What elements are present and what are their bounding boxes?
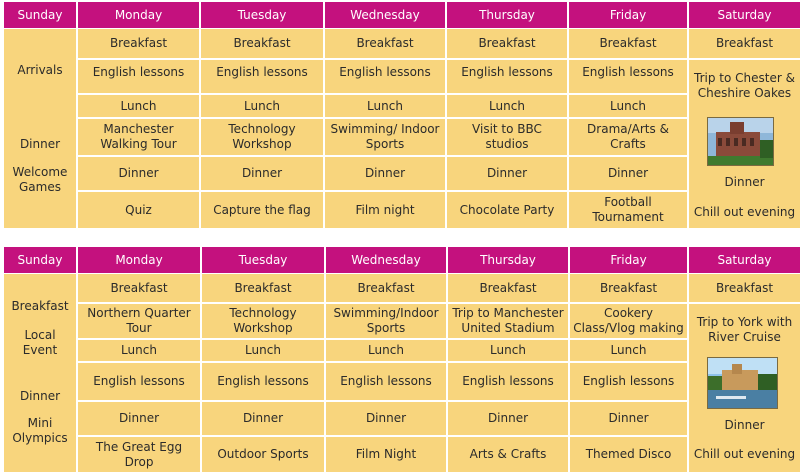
- week-2-header: [4, 247, 800, 273]
- header-thursday: Thursday: [447, 2, 567, 28]
- w1-mon-activity: Manchester Walking Tour: [100, 122, 177, 151]
- york-river-photo: [707, 357, 778, 409]
- w2-thu-breakfast: Breakfast: [479, 280, 537, 295]
- w2-tue-lunch: Lunch: [245, 343, 281, 357]
- w2-mon-english: English lessons: [93, 374, 185, 388]
- w2-mon-evening: The Great Egg Drop: [95, 439, 183, 469]
- week-2-schedule: [4, 247, 800, 472]
- w1-thu-english: English lessons: [461, 64, 553, 79]
- w2-sunday-local-event: Local Event: [22, 328, 58, 357]
- w1-thu-activity: Visit to BBC studios: [472, 122, 542, 151]
- w1-sat-breakfast: Breakfast: [715, 36, 774, 50]
- header-saturday: Saturday: [689, 247, 800, 273]
- chester-cathedral-photo: [707, 117, 774, 166]
- w2-sat-breakfast: Breakfast: [715, 280, 774, 295]
- w2-thu-dinner: Dinner: [487, 411, 529, 425]
- header-thursday: Thursday: [448, 247, 568, 273]
- w1-fri-breakfast: Breakfast: [599, 36, 657, 50]
- w1-tue-lunch: Lunch: [244, 98, 280, 113]
- w2-sat-trip: Trip to York with River Cruise: [696, 315, 793, 344]
- w2-thu-lunch: Lunch: [490, 343, 526, 357]
- w2-fri-breakfast: Breakfast: [599, 280, 658, 295]
- w2-sunday-mini-olympics: Mini Olympics: [12, 416, 68, 445]
- w2-tue-breakfast: Breakfast: [234, 280, 292, 295]
- w1-sunday-welcome-games: Welcome Games: [12, 165, 68, 194]
- w1-mon-evening: Quiz: [125, 202, 152, 217]
- w2-mon-dinner: Dinner: [118, 411, 160, 425]
- w2-sat-evening: Chill out evening: [693, 446, 796, 461]
- w1-thu-breakfast: Breakfast: [478, 36, 536, 50]
- w2-mon-breakfast: Breakfast: [110, 280, 168, 295]
- w2-mon-activity: Northern Quarter Tour: [87, 306, 191, 335]
- w1-tue-evening: Capture the flag: [213, 202, 311, 217]
- header-friday: Friday: [569, 2, 687, 28]
- w2-tue-dinner: Dinner: [242, 411, 284, 425]
- w2-wed-lunch: Lunch: [368, 343, 404, 357]
- w1-fri-activity: Drama/Arts & Crafts: [587, 122, 669, 151]
- w1-mon-english: English lessons: [92, 64, 185, 79]
- w2-sat-dinner: Dinner: [724, 417, 765, 432]
- w2-thu-english: English lessons: [462, 374, 554, 388]
- w1-thu-dinner: Dinner: [486, 166, 528, 180]
- week-1-schedule: [4, 2, 800, 228]
- w1-wed-dinner: Dinner: [364, 166, 406, 180]
- w2-wed-dinner: Dinner: [365, 411, 407, 425]
- w1-wed-lunch: Lunch: [367, 98, 403, 113]
- w2-fri-dinner: Dinner: [608, 411, 649, 425]
- w1-tue-breakfast: Breakfast: [233, 36, 291, 50]
- w1-wed-evening: Film night: [355, 202, 415, 217]
- w1-sunday-dinner: Dinner: [19, 137, 61, 151]
- w2-tue-evening: Outdoor Sports: [217, 447, 309, 461]
- w1-tue-english: English lessons: [216, 64, 308, 79]
- w2-wed-evening: Film Night: [355, 447, 417, 461]
- w2-fri-activity: Cookery Class/Vlog making: [573, 306, 684, 335]
- w1-mon-lunch: Lunch: [120, 98, 157, 113]
- w1-fri-dinner: Dinner: [607, 166, 649, 180]
- header-monday: Monday: [78, 247, 200, 273]
- header-tuesday: Tuesday: [201, 2, 323, 28]
- w1-tue-dinner: Dinner: [241, 166, 283, 180]
- w1-thu-lunch: Lunch: [489, 98, 525, 113]
- header-wednesday: Wednesday: [325, 2, 445, 28]
- header-monday: Monday: [78, 2, 199, 28]
- w1-sat-dinner: Dinner: [724, 174, 765, 189]
- w1-wed-breakfast: Breakfast: [356, 36, 414, 50]
- week-2-body: [4, 274, 800, 472]
- w1-sat-evening: Chill out evening: [693, 204, 796, 219]
- w1-sat-trip: Trip to Chester & Cheshire Oakes: [694, 71, 795, 100]
- header-wednesday: Wednesday: [326, 247, 446, 273]
- w1-fri-evening: Football Tournament: [592, 195, 664, 224]
- header-sunday: Sunday: [4, 247, 76, 273]
- w1-thu-evening: Chocolate Party: [459, 202, 555, 217]
- week-1-header: [4, 2, 800, 28]
- w2-tue-activity: Technology Workshop: [229, 306, 297, 335]
- w2-fri-english: English lessons: [582, 374, 675, 388]
- w1-tue-activity: Technology Workshop: [228, 122, 296, 151]
- w2-fri-lunch: Lunch: [610, 343, 647, 357]
- w2-mon-lunch: Lunch: [121, 343, 157, 357]
- w1-fri-lunch: Lunch: [610, 98, 646, 113]
- w1-wed-activity: Swimming/ Indoor Sports: [330, 122, 440, 151]
- w2-tue-english: English lessons: [217, 374, 309, 388]
- header-saturday: Saturday: [689, 2, 800, 28]
- w2-fri-evening: Themed Disco: [585, 447, 672, 461]
- header-tuesday: Tuesday: [202, 247, 324, 273]
- w1-mon-dinner: Dinner: [118, 166, 159, 180]
- header-sunday: Sunday: [4, 2, 76, 28]
- w2-thu-evening: Arts & Crafts: [469, 447, 547, 461]
- w2-wed-english: English lessons: [340, 374, 432, 388]
- w1-fri-english: English lessons: [582, 64, 674, 79]
- w2-sunday-dinner: Dinner: [19, 388, 61, 403]
- header-friday: Friday: [570, 247, 687, 273]
- w1-mon-breakfast: Breakfast: [109, 36, 168, 50]
- w1-wed-english: English lessons: [339, 64, 431, 79]
- w2-wed-activity: Swimming/Indoor Sports: [333, 306, 439, 335]
- week-1-body: [4, 29, 800, 228]
- w1-sunday-arrivals: Arrivals: [17, 63, 63, 77]
- w2-thu-activity: Trip to Manchester United Stadium: [452, 306, 564, 335]
- w2-wed-breakfast: Breakfast: [357, 280, 415, 295]
- w2-sunday-breakfast: Breakfast: [11, 298, 69, 313]
